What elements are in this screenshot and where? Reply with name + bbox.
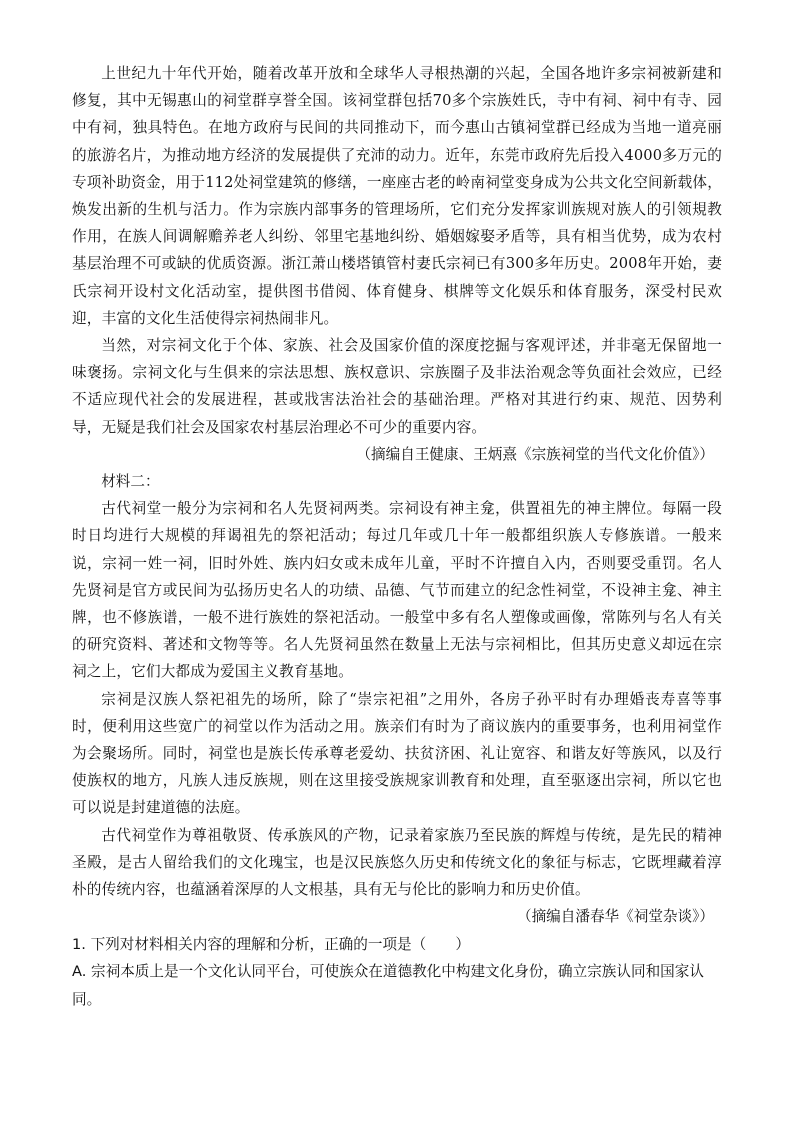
material1-paragraph-2: 当然，对宗祠文化于个体、家族、社会及国家价值的深度挖掘与客观评述，并非毫无保留地一味褒扬。宗祠文化与生俱来的宗法思想、族权意识、宗族圈子及非法治观念等负面社会效应，已经不适应现代社会的发展进程，甚或戕害法治社会的基础治理。严格对其进行约束、规范、因势利导，无疑是我们社会及国家农村基层治理必不可少的重要内容。 <box>72 337 722 436</box>
material2-heading: 材料二： <box>101 473 160 491</box>
document-page <box>72 60 722 1013</box>
material2-paragraph-2: 宗祠是汉族人祭祀祖先的场所，除了“崇宗祀祖”之用外，各房子孙平时有办理婚丧寿喜等事时，便利用这些宽广的祠堂以作为活动之用。族亲们有时为了商议族内的重要事务，也利用祠堂作为会聚场所。同时，祠堂也是族长传承尊老爱幼、扶贫济困、礼让宽容、和谐友好等族风，以及行使族权的地方，凡族人违反族规，则在这里接受族规家训教育和处理，直至驱逐出宗祠，所以它也可以说是封建道德的法庭。 <box>72 690 722 817</box>
question-option-a: A. 宗祠本质上是一个文化认同平台，可使族众在道德教化中构建文化身份，确立宗族认同和国家认同。 <box>72 963 704 1008</box>
material1-source: （摘编自王健康、王炳熹《宗族祠堂的当代文化价值》） <box>356 445 714 463</box>
question-stem: 1. 下列对材料相关内容的理解和分析，正确的一项是（ ） <box>72 935 471 953</box>
material2-source: （摘编自潘春华《祠堂杂谈》） <box>516 908 714 926</box>
material1-paragraph-1: 上世纪九十年代开始，随着改革开放和全球华人寻根热潮的兴起，全国各地许多宗祠被新建和修复，其中无锡惠山的祠堂群享誉全国。该祠堂群包括70多个宗族姓氏，寺中有祠、祠中有寺、园中有祠，独具特色。在地方政府与民间的共同推动下，而今惠山古镇祠堂群已经成为当地一道亮丽的旅游名片，为推动地方经济的发展提供了充沛的动力。近年，东莞市政府先后投入4000多万元的专项补助资金，用于112处祠堂建筑的修缮，一座座古老的岭南祠堂变身成为公共文化空间新载体，焕发出新的生机与活力。作为宗族内部事务的管理场所，它们充分发挥家训族规对族人的引领規教作用，在族人间调解赡养老人纠纷、邻里宅基地纠纷、婚姻嫁娶矛盾等，具有相当优势，成为农村基层治理不可或缺的优质资源。浙江萧山楼塔镇管村妻氏宗祠已有300多年历史。2008年开始，妻氏宗祠开设村文化活动室，提供图书借阅、体育健身、棋牌等文化娱乐和体育服务，深受村民欢迎，丰富的文化生活使得宗祠热闹非凡。 <box>72 65 722 327</box>
material2-paragraph-1: 古代祠堂一般分为宗祠和名人先贤祠两类。宗祠设有神主龛，供置祖先的神主牌位。每隔一段时日均进行大规模的拜谒祖先的祭祀活动；每过几年或几十年一般都组织族人专修族谱。一般来说，宗祠一姓一祠，旧时外姓、族内妇女或未成年儿童，平时不许擅自入内，否则要受重罚。名人先贤祠是官方或民间为弘扬历史名人的功绩、品德、气节而建立的纪念性祠堂，不设神主龛、神主牌，也不修族谱，一般不进行族姓的祭祀活动。一般堂中多有名人塑像或画像，常陈列与名人有关的研究资料、著述和文物等等。名人先贤祠虽然在数量上无法与宗祠相比，但其历史意义却远在宗祠之上，它们大都成为爱国主义教育基地。 <box>72 500 722 681</box>
material2-paragraph-3: 古代祠堂作为尊祖敬贤、传承族风的产物，记录着家族乃至民族的辉煌与传统，是先民的精神圣殿，是古人留给我们的文化瑰宝，也是汉民族悠久历史和传统文化的象征与标志，它既埋藏着淳朴的传统内容，也蕴涵着深厚的人文根基，具有无与伦比的影响力和历史价值。 <box>72 826 722 899</box>
